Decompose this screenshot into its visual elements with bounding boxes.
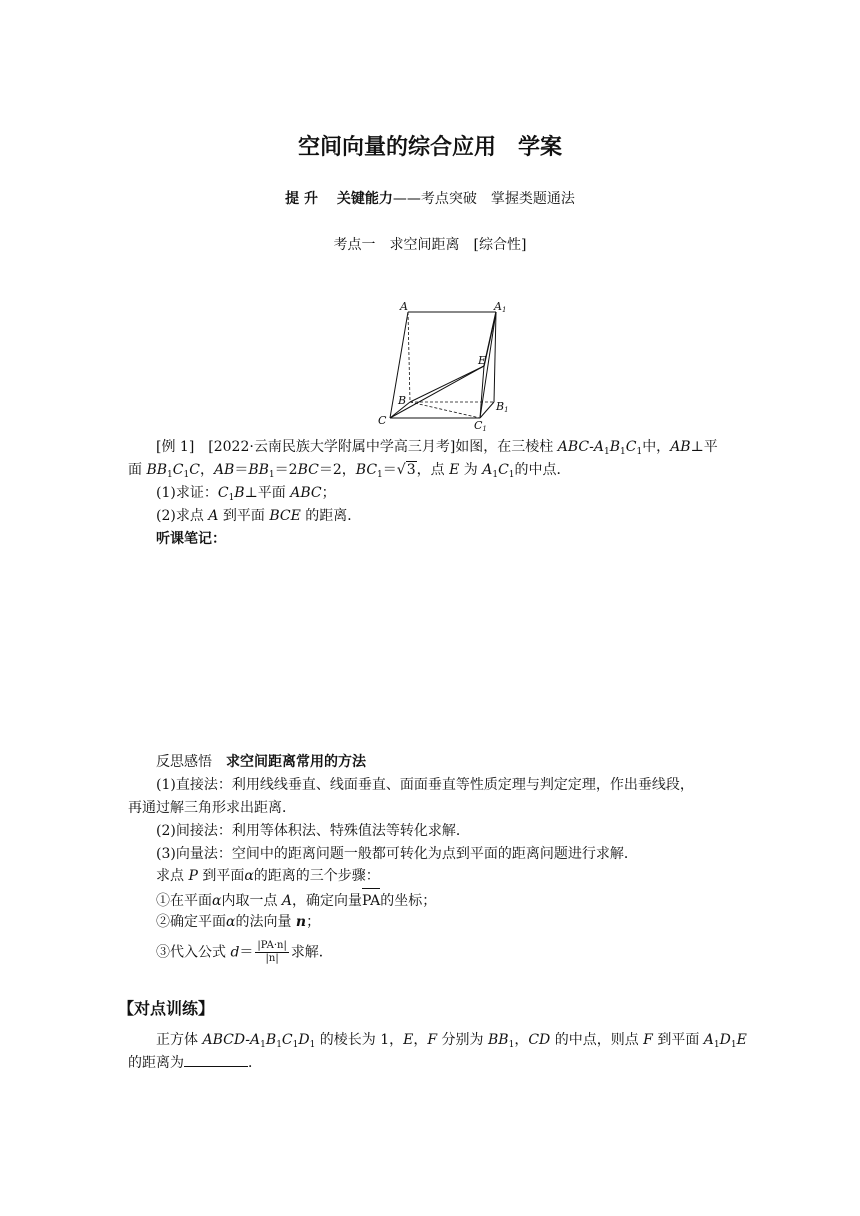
method-1-line-2: 再通过解三角形求出距离．: [128, 800, 296, 816]
section-subtitle: [0, 188, 860, 208]
label-C1: C1: [474, 419, 487, 432]
edge-BE: [410, 366, 484, 402]
step-3: ③代入公式 d＝ $\frac{|PA\cdot n|}{|n|}$ 求解．: [156, 940, 333, 964]
example-line-2: 面 $BB_1C_1C$，$AB=BB_1=2BC=2$，$BC_1=√3$，点 E 为 $A_1C_1$的中点．: [128, 462, 571, 480]
answer-blank[interactable]: [184, 1052, 248, 1067]
subtitle-bold: 提 升 关键能力: [285, 191, 393, 207]
method-3: (3)向量法：空间中的距离问题一般都可转化为点到平面的距离问题进行求解．: [156, 846, 638, 862]
prism-figure: [372, 296, 522, 432]
edge-EC1: [480, 366, 484, 418]
edge-AB-hidden: [408, 312, 410, 402]
subtitle-rest: ——考点突破 掌握类题通法: [392, 191, 575, 207]
training-line-2: 的距离为 ．: [128, 1052, 738, 1074]
training-line-1: 正方体 ABCD-$A_1B_1C_1D_1$ 的棱长为 1，E，F 分别为 $BB_1$，CD 的中点，则点 F 到平面 $A_1D_1E$: [156, 1032, 747, 1050]
label-A1: A1: [494, 300, 507, 314]
reflection-heading: 反思感悟 求空间距离常用的方法: [156, 754, 366, 770]
label-B: B: [398, 394, 407, 407]
label-C: C: [378, 414, 387, 427]
example-question-2: (2)求点 A 到平面 BCE 的距离．: [156, 508, 362, 524]
step-2: ②确定平面α的法向量 n；: [156, 914, 321, 930]
edge-BC1-hidden: [410, 402, 480, 418]
edge-CE: [390, 366, 484, 418]
method-1-line-1: (1)直接法：利用线线垂直、线面垂直、面面垂直等性质定理与判定定理，作出垂线段，: [156, 777, 694, 793]
label-E: E: [478, 354, 487, 367]
label-B1: B1: [496, 400, 509, 414]
method-2: (2)间接法：利用等体积法、特殊值法等转化求解．: [156, 823, 470, 839]
training-heading: 【对点训练】: [118, 999, 215, 1018]
step-1: ①在平面α内取一点 A，确定向量PA的坐标；: [128, 888, 766, 912]
example-question-1: (1)求证：$C_1B\perp$平面 ABC；: [156, 485, 336, 503]
label-A: A: [400, 300, 408, 313]
distance-formula: $\frac{|PA\cdot n|}{|n|}$: [257, 940, 287, 964]
example-line-1: [例 1] [2022·云南民族大学附属中学高三月考]如图，在三棱柱 ABC-$A_1B_1C_1$中，AB⊥平: [156, 439, 718, 457]
page-title: 空间向量的综合应用 学案: [297, 135, 562, 160]
topic-heading: 考点一 求空间距离 [综合性]: [333, 237, 527, 253]
notes-label: 听课笔记：: [156, 531, 226, 547]
steps-intro: 求点 P 到平面α的距离的三个步骤：: [156, 868, 380, 884]
